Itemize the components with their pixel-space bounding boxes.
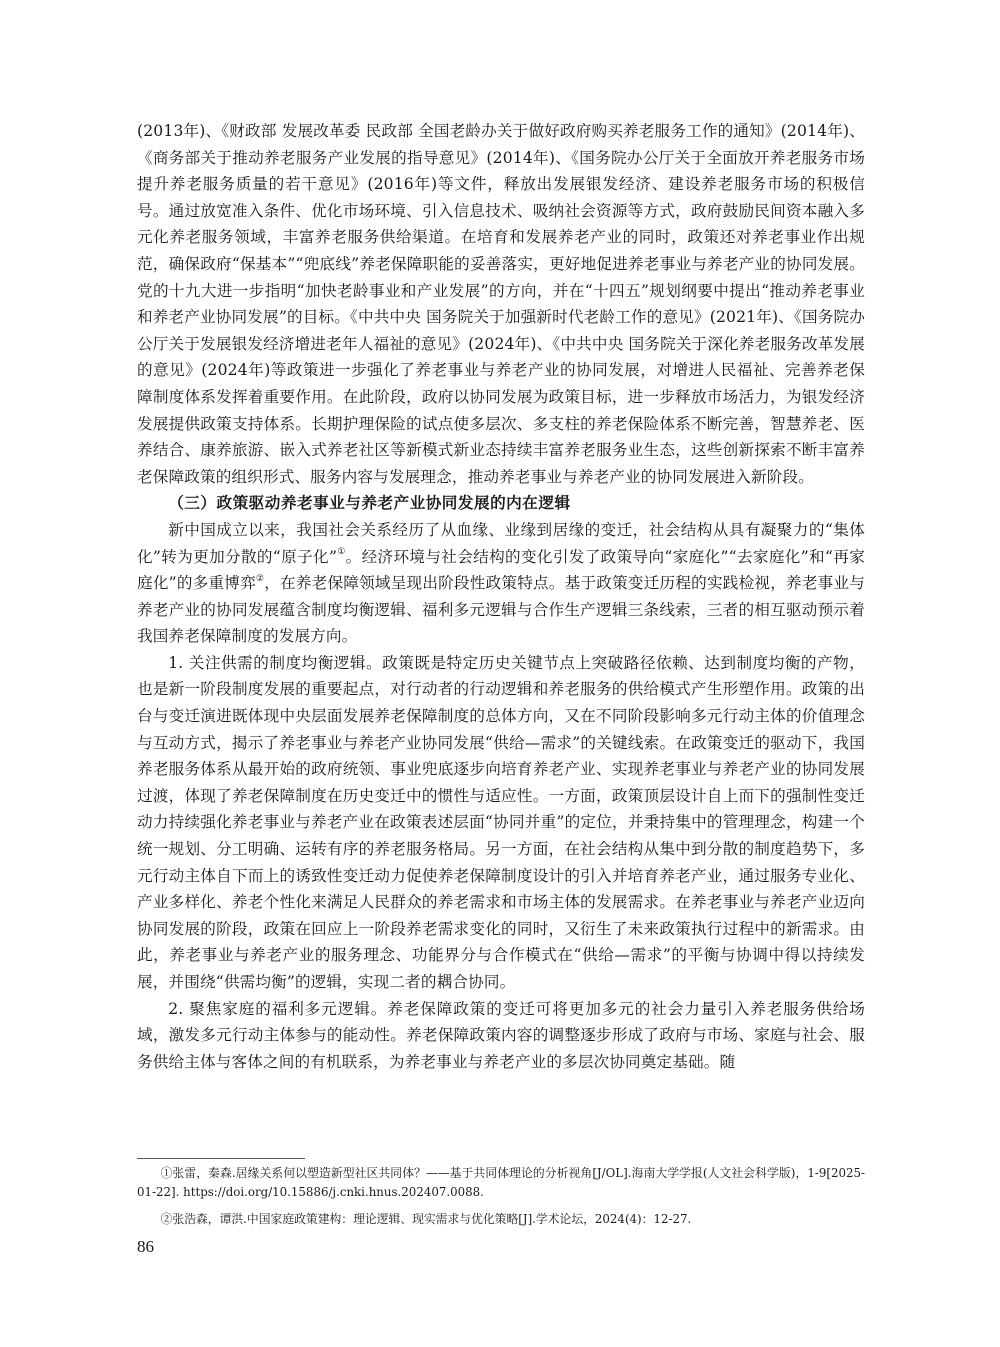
footnote-divider	[137, 1158, 305, 1159]
footnote-ref-1[interactable]: ①	[337, 547, 346, 558]
footnote-ref-2[interactable]: ②	[255, 573, 265, 584]
footnote-1: ①张雷，秦森.居缘关系何以塑造新型社区共同体？——基于共同体理论的分析视角[J/OL].海南大学学报(人文社会科学版)，1-9[2025-01-22]. https://doi.org/10.15886/j.cnki.hnus.202407.0088.	[137, 1166, 865, 1199]
paragraph-2	[137, 517, 865, 650]
paragraph-3: 1. 关注供需的制度均衡逻辑。政策既是特定历史关键节点上突破路径依赖、达到制度均衡的产物，也是新一阶段制度发展的重要起点，对行动者的行动逻辑和养老服务的供给模式产生形塑作用。政策的出台与变迁演进既体现中央层面发展养老保障制度的总体方向，又在不同阶段影响多元行动主体的价值理念与互动方式，揭示了养老事业与养老产业协同发展“供给—需求”的关键线索。在政策变迁的驱动下，我国养老服务体系从最开始的政府统领、事业兜底逐步向培育养老产业、实现养老事业与养老产业的协同发展过渡，体现了养老保障制度在历史变迁中的惯性与适应性。一方面，政策顶层设计自上而下的强制性变迁动力持续强化养老事业与养老产业在政策表述层面“协同并重”的定位，并秉持集中的管理理念，构建一个统一规划、分工明确、运转有序的养老服务格局。另一方面，在社会结构从集中到分散的制度趋势下，多元行动主体自下而上的诱致性变迁动力促使养老保障制度设计的引入并培育养老产业，通过服务专业化、产业多样化、养老个性化来满足人民群众的养老需求和市场主体的发展需求。在养老事业与养老产业迈向协同发展的阶段，政策在回应上一阶段养老需求变化的同时，又衍生了未来政策执行过程中的新需求。由此，养老事业与养老产业的服务理念、功能界分与合作模式在“供给—需求”的平衡与协调中得以持续发展，并围绕“供需均衡”的逻辑，实现二者的耦合协同。	[137, 653, 865, 991]
paragraph-2-part-b: 。经济环境与社会结构的变化引发了政策导向“家庭化”“去家庭化”和“再家庭化”的多重博弈	[137, 547, 865, 593]
paragraph-2-part-c: ，在养老保障领域呈现出阶段性政策特点。基于政策变迁历程的实践检视，养老事业与养老产业的协同发展蕴含制度均衡逻辑、福利多元逻辑与合作生产逻辑三条线索，三者的相互驱动预示着我国养老保障制度的发展方向。	[137, 574, 866, 646]
page-number: 86	[137, 1237, 154, 1256]
footnote-2: ②张浩森，谭洪.中国家庭政策建构：理论逻辑、现实需求与优化策略[J].学术论坛，2024(4)：12-27.	[160, 1212, 692, 1226]
section-heading	[137, 490, 865, 517]
paragraph-1: (2013年)、《财政部 发展改革委 民政部 全国老龄办关于做好政府购买养老服务工作的通知》(2014年)、《商务部关于推动养老服务产业发展的指导意见》(2014年)、《国务院办公厅关于全面放开养老服务市场提升养老服务质量的若干意见》(2016年)等文件，释放出发展银发经济、建设养老服务市场的积极信号。通过放宽准入条件、优化市场环境、引入信息技术、吸纳社会资源等方式，政府鼓励民间资本融入多元化养老服务领域，丰富养老服务供给渠道。在培育和发展养老产业的同时，政策还对养老事业作出规范，确保政府“保基本”“兜底线”养老保障职能的妥善落实，更好地促进养老事业与养老产业的协同发展。党的十九大进一步指明“加快老龄事业和产业发展”的方向，并在“十四五”规划纲要中提出“推动养老事业和养老产业协同发展”的目标。《中共中央 国务院关于加强新时代老龄工作的意见》(2021年)、《国务院办公厅关于发展银发经济增进老年人福祉的意见》(2024年)、《中共中央 国务院关于深化养老服务改革发展的意见》(2024年)等政策进一步强化了养老事业与养老产业的协同发展，对增进人民福祉、完善养老保障制度体系发挥着重要作用。在此阶段，政府以协同发展为政策目标，进一步释放市场活力，为银发经济发展提供政策支持体系。长期护理保险的试点使多层次、多支柱的养老保险体系不断完善，智慧养老、医养结合、康养旅游、嵌入式养老社区等新模式新业态持续丰富养老服务业生态，这些创新探索不断丰富养老保障政策的组织形式、服务内容与发展理念，推动养老事业与养老产业的协同发展进入新阶段。	[137, 122, 865, 486]
body-text	[137, 118, 865, 1075]
paragraph-4: 2. 聚焦家庭的福利多元逻辑。养老保障政策的变迁可将更加多元的社会力量引入养老服务供给场域，激发多元行动主体参与的能动性。养老保障政策内容的调整逐步形成了政府与市场、家庭与社会、服务供给主体与客体之间的有机联系，为养老事业与养老产业的多层次协同奠定基础。随	[137, 999, 865, 1071]
paragraph-2-part-a: 新中国成立以来，我国社会关系经历了从血缘、业缘到居缘的变迁，社会结构从具有凝聚力的“集体化”转为更加分散的“原子化”	[137, 520, 865, 566]
section-heading-text: （三）政策驱动养老事业与养老产业协同发展的内在逻辑	[168, 493, 571, 513]
footnotes	[137, 1164, 865, 1237]
